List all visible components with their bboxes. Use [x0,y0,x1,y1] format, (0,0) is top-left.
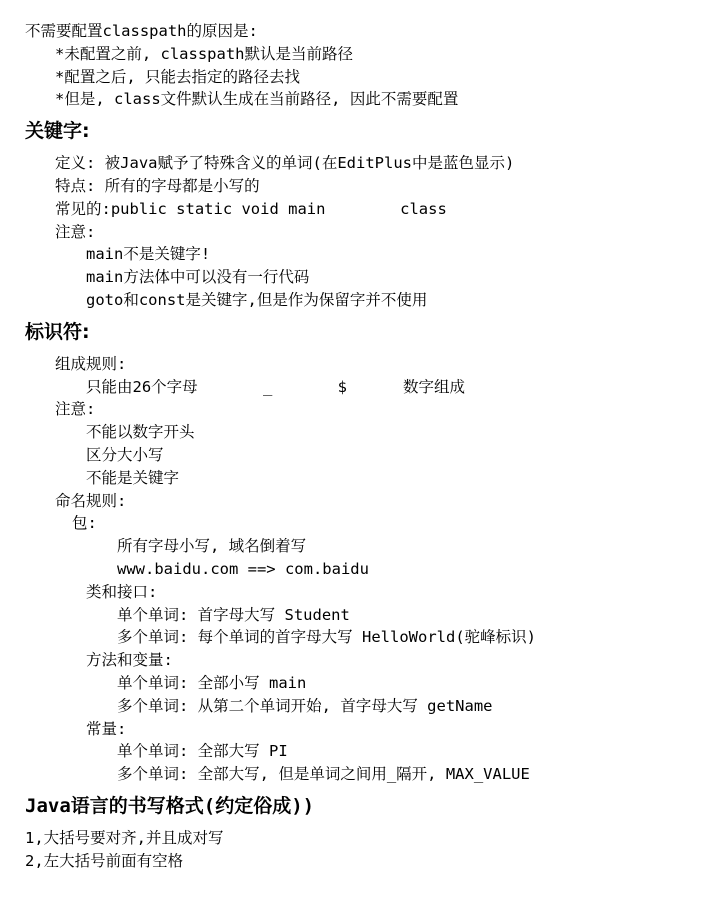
identifiers-package-2: www.baidu.com ==> com.baidu [117,559,369,578]
identifiers-const-2: 多个单词: 全部大写, 但是单词之间用_隔开, MAX_VALUE [117,765,530,784]
identifiers-note-label: 注意: [55,400,96,419]
keywords-note-2: main方法体中可以没有一行代码 [86,268,310,287]
identifiers-method-1: 单个单词: 全部小写 main [117,673,307,692]
format-heading: Java语言的书写格式(约定俗成)) [25,794,315,817]
identifiers-note-3: 不能是关键字 [86,468,180,487]
identifiers-naming-label: 命名规则: [55,491,127,510]
intro-line-4: *但是, class文件默认生成在当前路径, 因此不需要配置 [55,90,459,109]
intro-line-3: *配置之后, 只能去指定的路径去找 [55,67,300,86]
keywords-feature: 特点: 所有的字母都是小写的 [55,176,260,195]
keywords-heading: 关键字: [25,120,90,143]
keywords-note-1: main不是关键字! [86,245,211,264]
identifiers-class-2: 多个单词: 每个单词的首字母大写 HelloWorld(驼峰标识) [117,628,536,647]
identifiers-package-1: 所有字母小写, 域名倒着写 [117,537,307,556]
identifiers-note-2: 区分大小写 [86,445,164,464]
keywords-note-label: 注意: [55,222,96,241]
identifiers-rule-1: 只能由26个字母 _ $ 数字组成 [86,377,465,396]
identifiers-class-1: 单个单词: 首字母大写 Student [117,605,350,624]
format-line-2: 2,左大括号前面有空格 [25,851,184,870]
identifiers-note-1: 不能以数字开头 [86,423,195,442]
identifiers-rule-label: 组成规则: [55,354,127,373]
identifiers-heading: 标识符: [25,320,90,343]
identifiers-method-label: 方法和变量: [86,651,173,670]
keywords-definition: 定义: 被Java赋予了特殊含义的单词(在EditPlus中是蓝色显示) [55,154,515,173]
keywords-note-3: goto和const是关键字,但是作为保留字并不使用 [86,290,428,309]
intro-line-2: *未配置之前, classpath默认是当前路径 [55,44,353,63]
intro-line-1: 不需要配置classpath的原因是: [25,22,258,40]
identifiers-const-label: 常量: [86,719,127,738]
keywords-common: 常见的:public static void main class [55,199,447,218]
identifiers-const-1: 单个单词: 全部大写 PI [117,742,288,761]
identifiers-package-label: 包: [72,514,97,533]
identifiers-method-2: 多个单词: 从第二个单词开始, 首字母大写 getName [117,696,493,715]
identifiers-class-label: 类和接口: [86,582,158,601]
format-line-1: 1,大括号要对齐,并且成对写 [25,828,224,847]
